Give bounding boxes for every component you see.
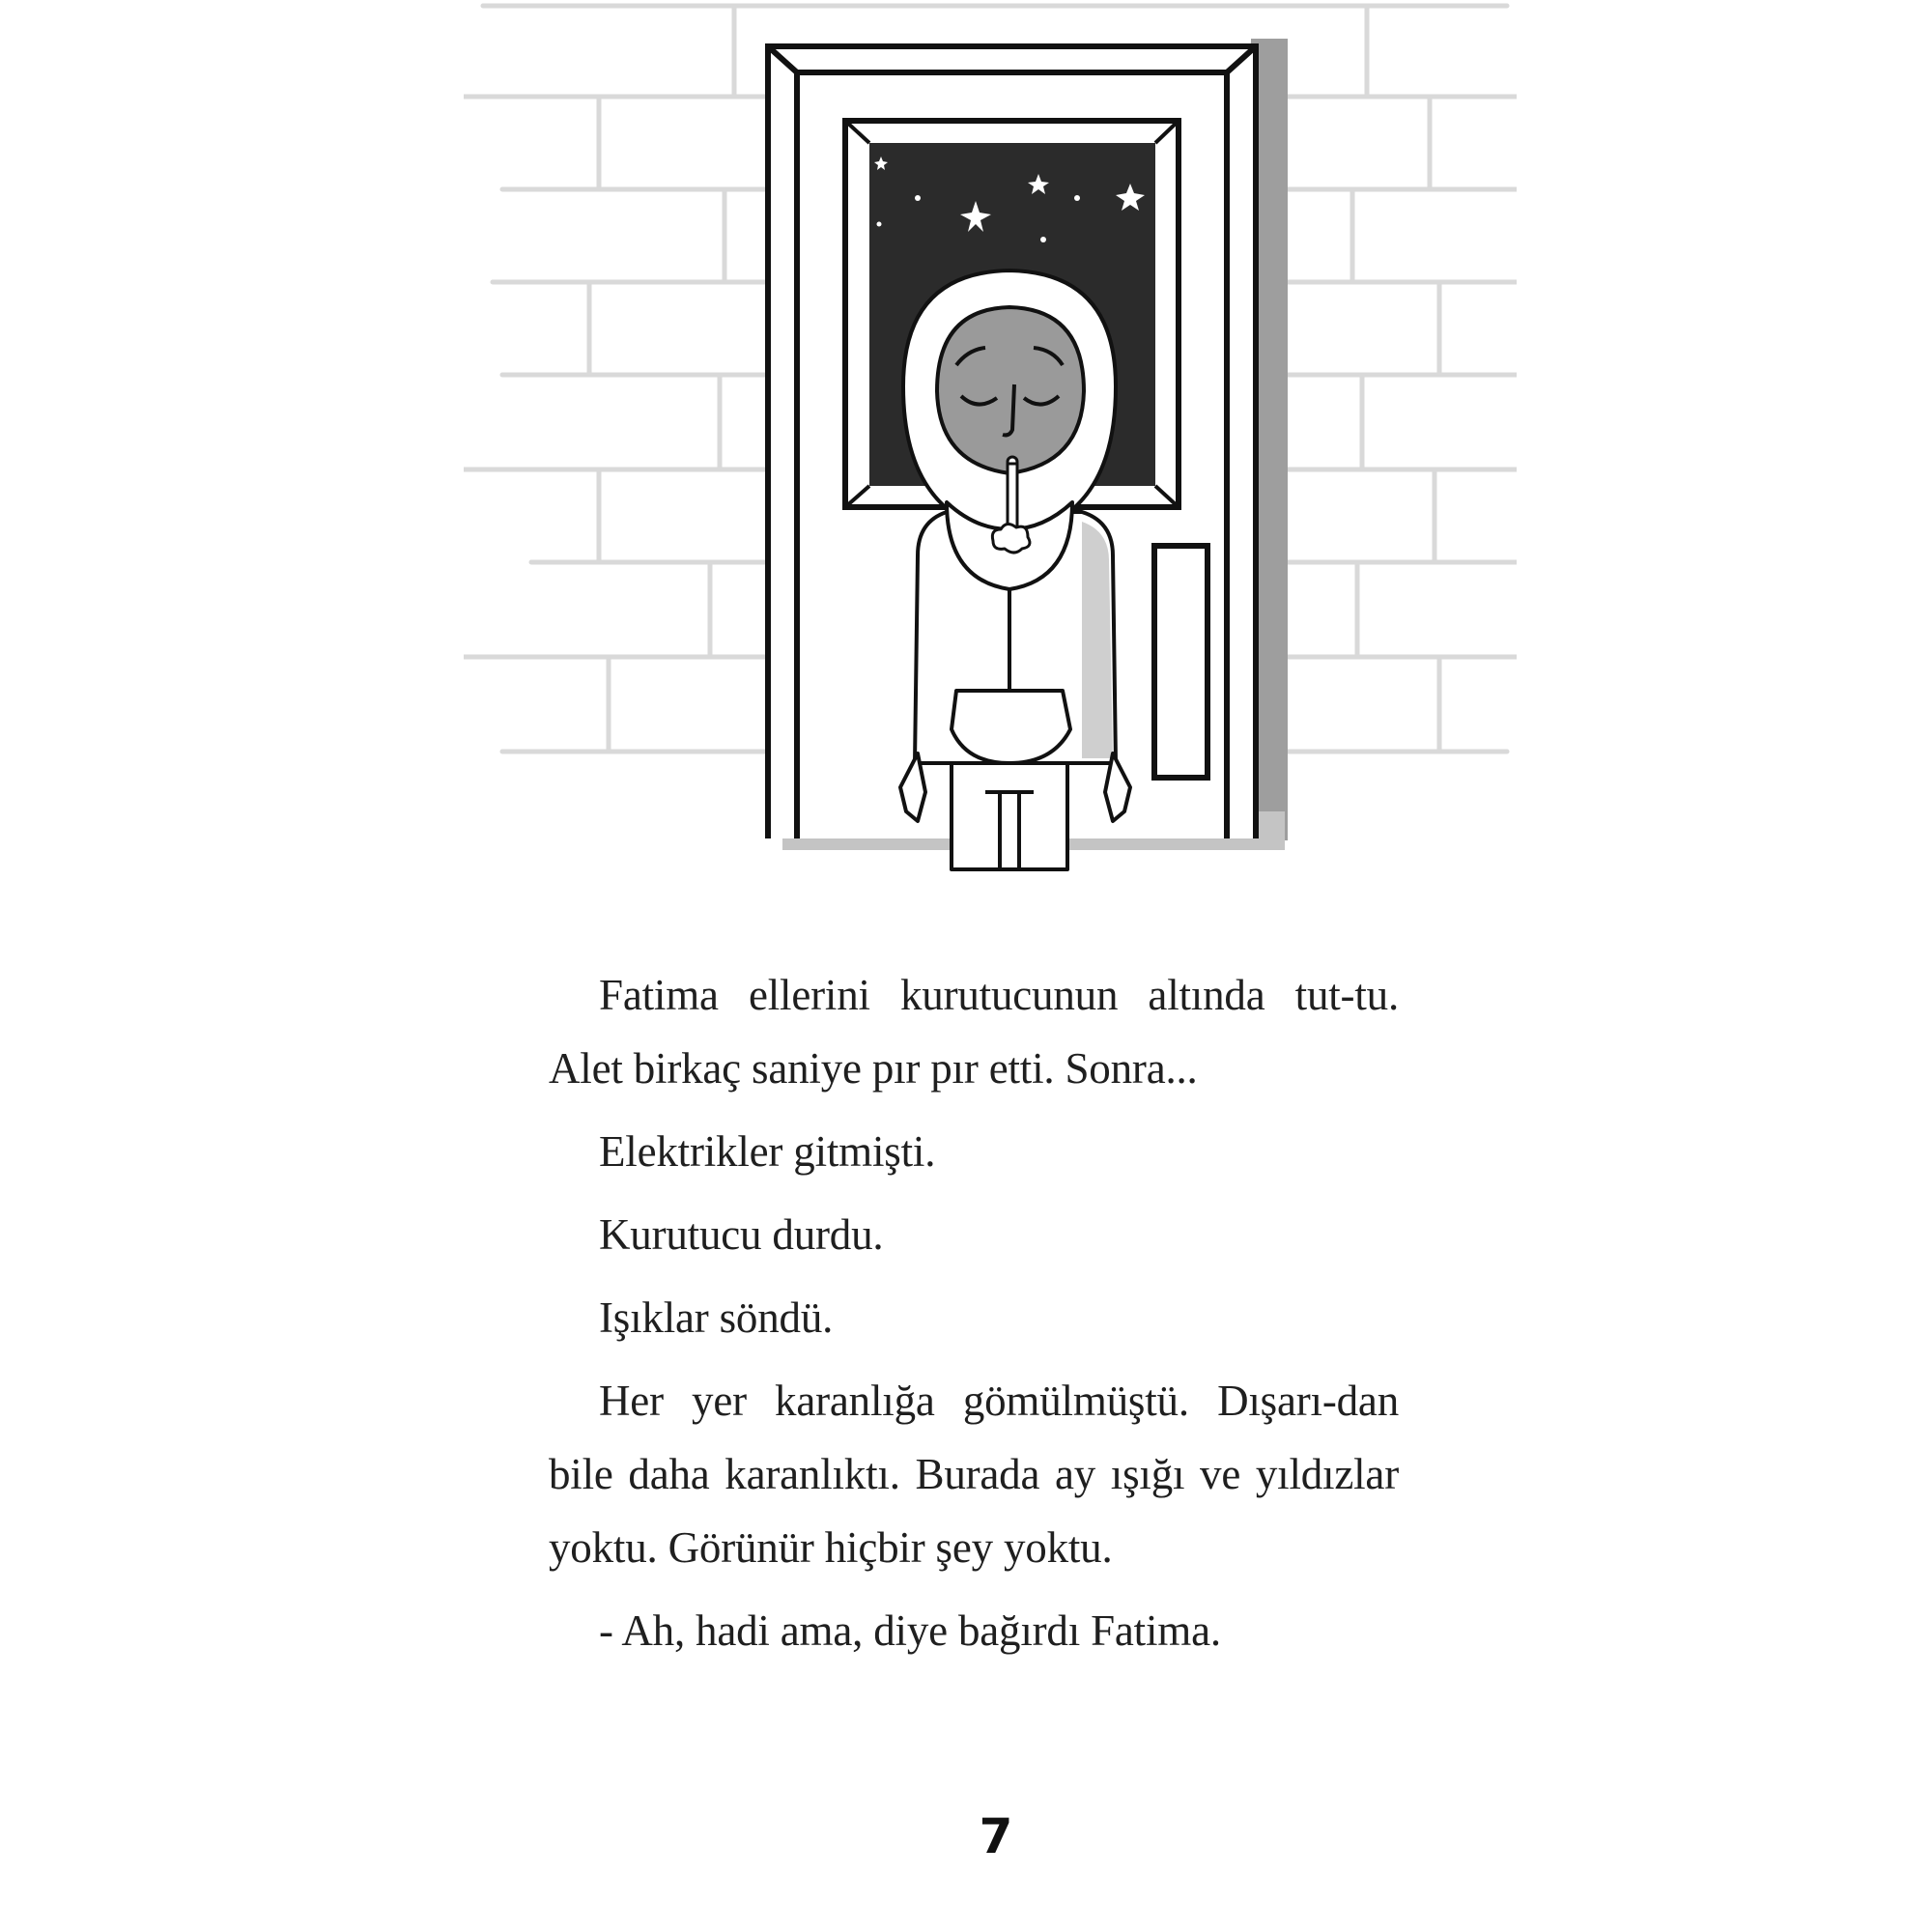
paragraph: Fatima ellerini kurutucunun altında tut-tu. Alet birkaç saniye pır pır etti. Sonra... [549,971,1399,1093]
paragraph: - Ah, hadi ama, diye bağırdı Fatima. [599,1606,1221,1655]
paragraph: Her yer karanlığa gömülmüştü. Dışarı-dan bile daha karanlıktı. Burada ay ışığı ve yıldızlar yoktu. Görünür hiçbir şey yoktu. [549,1377,1399,1572]
paragraph: Işıklar söndü. [599,1293,834,1342]
story-text [549,958,1399,1677]
page-number: 7 [979,1808,1013,1864]
face [937,307,1084,473]
paragraph: Kurutucu durdu. [599,1210,884,1259]
paragraph: Elektrikler gitmişti. [599,1127,936,1176]
door-slot [1154,546,1208,778]
story-illustration [464,0,1517,879]
